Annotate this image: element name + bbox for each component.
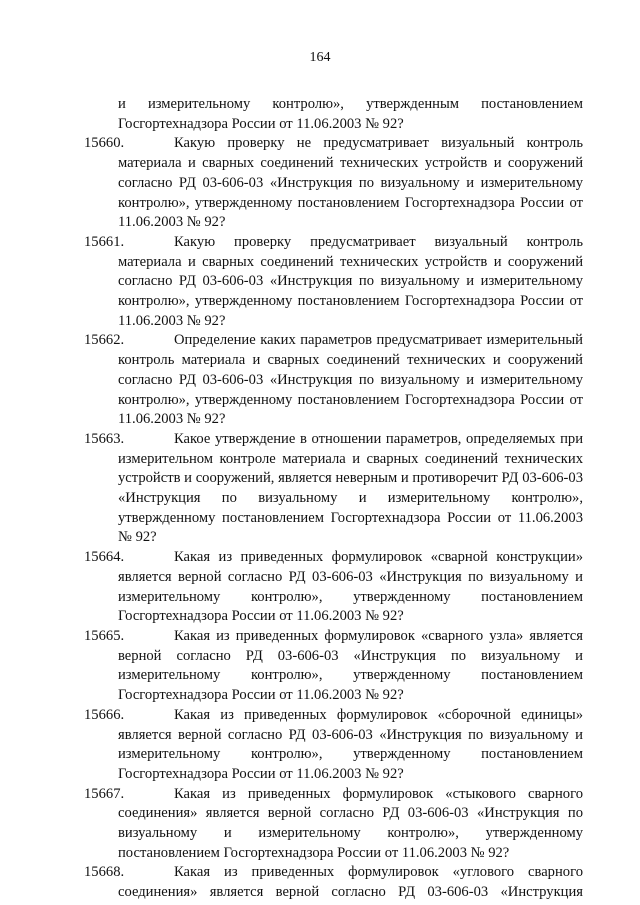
question-text: Какая из приведенных формулировок «сварной конструкции» является верной согласно РД 03-606-03 «Инструкция по визуальному и измерительному контролю», утвержденному постановлением Госгортехнадзора России от 11.06.2003 № 92? xyxy=(118,549,583,625)
question-item xyxy=(84,706,583,785)
question-number: 15668. xyxy=(84,864,125,881)
question-text: Какая из приведенных формулировок «сборочной единицы» является верной согласно РД 03-606-03 «Инструкция по визуальному и измерительному контролю», утвержденному постановлением Госгортехнадзора России от 11.06.2003 № 92? xyxy=(118,706,583,782)
question-text: Определение каких параметров предусматривает измерительный контроль материала и сварных соединений технических и сооружений согласно РД 03-606-03 «Инструкция по визуальному и измерительному контролю», утвержденному постановлением Госгортехнадзора России от 11.06.2003 № 92? xyxy=(118,332,583,428)
question-item xyxy=(84,233,583,332)
question-number: 15661. xyxy=(84,233,125,250)
question-number: 15662. xyxy=(84,332,125,349)
question-number: 15667. xyxy=(84,785,125,802)
question-number: 15664. xyxy=(84,549,125,566)
question-item xyxy=(84,548,583,627)
document-body xyxy=(84,95,583,903)
question-number: 15660. xyxy=(84,135,125,152)
question-item xyxy=(84,785,583,864)
question-number: 15665. xyxy=(84,627,125,644)
question-text: Какая из приведенных формулировок «сварного узла» является верной согласно РД 03-606-03 «Инструкция по визуальному и измерительному контролю», утвержденному постановлением Госгортехнадзора России от 11.06.2003 № 92? xyxy=(118,627,583,704)
question-text: Какое утверждение в отношении параметров, определяемых при измерительном контроле материала и сварных соединений технических устройств и сооружений, является неверным и противоречит РД 03-606-03 «Инструкция по визуальному и измерительному контролю», утвержденному постановлением Госгортехнадзора России от 11.06.2003 № 92? xyxy=(118,430,583,546)
question-item xyxy=(84,134,583,233)
question-text: Какую проверку не предусматривает визуальный контроль материала и сварных соединений технических устройств и сооружений согласно РД 03-606-03 «Инструкция по визуальному и измерительному контролю», утвержденному постановлением Госгортехнадзора России от 11.06.2003 № 92? xyxy=(118,135,583,231)
page-number: 164 xyxy=(309,50,331,65)
question-number: 15663. xyxy=(84,430,125,447)
question-item xyxy=(84,627,583,706)
question-item xyxy=(84,331,583,430)
question-text: Какая из приведенных формулировок «стыкового сварного соединения» является верной согласно РД 03-606-03 «Инструкция по визуальному и измерительному контролю», утвержденному постановлением Госгортехнадзора России от 11.06.2003 № 92? xyxy=(118,785,583,861)
question-text: Какую проверку предусматривает визуальный контроль материала и сварных соединений технических устройств и сооружений согласно РД 03-606-03 «Инструкция по визуальному и измерительному контролю», утвержденному постановлением Госгортехнадзора России от 11.06.2003 № 92? xyxy=(118,233,583,329)
continuation-paragraph: и измерительному контролю», утвержденным постановлением Госгортехнадзора России от 11.06.2003 № 92? xyxy=(118,96,583,132)
question-text: Какая из приведенных формулировок «углового сварного соединения» является верной согласно РД 03-606-03 «Инструкция xyxy=(118,864,583,901)
question-item xyxy=(84,430,583,548)
question-item xyxy=(84,863,583,902)
question-number: 15666. xyxy=(84,706,125,723)
